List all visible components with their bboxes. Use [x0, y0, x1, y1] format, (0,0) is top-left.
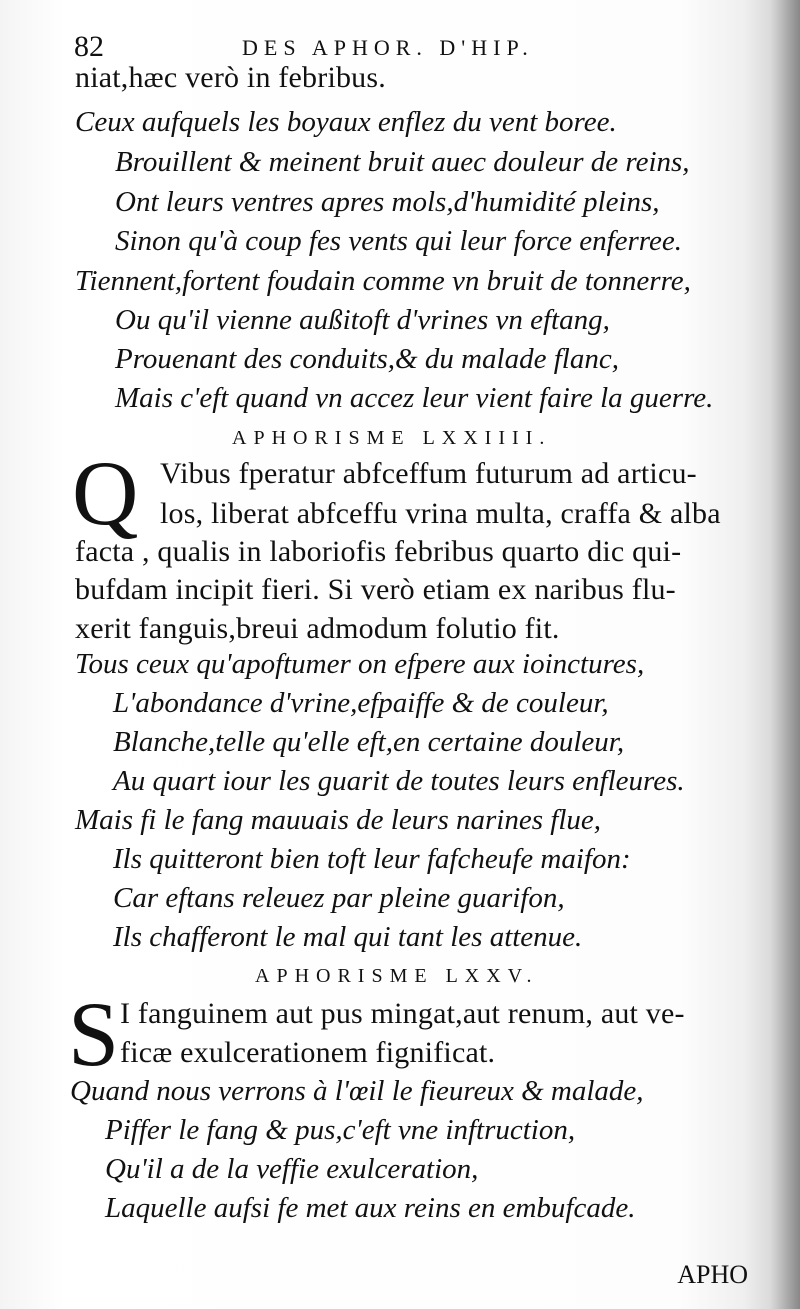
aphorism-heading: APHORISME LXXIIII. — [232, 427, 552, 449]
verse-line: Piffer le fang & pus,c'eft vne inftruction, — [105, 1114, 576, 1146]
catchword: APHO — [677, 1260, 748, 1289]
latin-text-line: niat,hæc verò in febribus. — [75, 61, 386, 94]
latin-text-line: bufdam incipit fieri. Si verò etiam ex naribus flu- — [75, 573, 676, 606]
latin-text-line: I fanguinem aut pus mingat,aut renum, aut ve- — [120, 997, 685, 1030]
verse-line: Quand nous verrons à l'œil le fieureux & malade, — [70, 1075, 644, 1107]
drop-cap-initial: Q — [72, 442, 139, 544]
latin-text-line: los, liberat abfceffu vrina multa, craffa & alba — [160, 497, 721, 530]
verse-line: Ont leurs ventres apres mols,d'humidité pleins, — [115, 186, 660, 218]
verse-line: Au quart iour les guarit de toutes leurs enfleures. — [113, 765, 685, 797]
running-title: DES APHOR. D'HIP. — [242, 35, 534, 60]
verse-line: Ils quitteront bien toft leur fafcheufe maifon: — [113, 843, 631, 875]
verse-line: Laquelle aufsi fe met aux reins en embufcade. — [105, 1192, 636, 1224]
verse-line: Qu'il a de la veffie exulceration, — [105, 1153, 479, 1185]
verse-line: Mais c'eft quand vn accez leur vient faire la guerre. — [115, 382, 714, 414]
latin-text-line: ficæ exulcerationem fignificat. — [120, 1036, 496, 1069]
aphorism-heading: APHORISME LXXV. — [255, 965, 539, 987]
verse-line: Ou qu'il vienne außitoft d'vrines vn eftang, — [115, 304, 610, 336]
drop-cap-initial: S — [68, 983, 120, 1085]
verse-line: Ceux aufquels les boyaux enflez du vent boree. — [75, 106, 617, 138]
verse-line: L'abondance d'vrine,efpaiffe & de couleur, — [113, 687, 609, 719]
verse-line: Mais fi le fang mauuais de leurs narines flue, — [75, 804, 601, 836]
page-number: 82 — [74, 30, 104, 63]
verse-line: Blanche,telle qu'elle eft,en certaine douleur, — [113, 726, 625, 758]
verse-line: Prouenant des conduits,& du malade flanc, — [115, 343, 619, 375]
latin-text-line: Vibus fperatur abfceffum futurum ad articu- — [160, 457, 697, 490]
latin-text-line: facta , qualis in laboriofis febribus quarto dic qui- — [75, 535, 682, 568]
verse-line: Car eftans releuez par pleine guarifon, — [113, 882, 565, 914]
verse-line: Brouillent & meinent bruit auec douleur de reins, — [115, 146, 690, 178]
verse-line: Sinon qu'à coup fes vents qui leur force enferree. — [115, 225, 683, 257]
verse-line: Ils chafferont le mal qui tant les attenue. — [113, 921, 583, 953]
page-edge-shadow — [770, 0, 800, 1309]
verse-line: Tiennent,fortent foudain comme vn bruit de tonnerre, — [75, 265, 691, 297]
latin-text-line: xerit fanguis,breui admodum folutio fit. — [75, 612, 560, 645]
verse-line: Tous ceux qu'apoftumer on efpere aux ioinctures, — [75, 648, 645, 680]
